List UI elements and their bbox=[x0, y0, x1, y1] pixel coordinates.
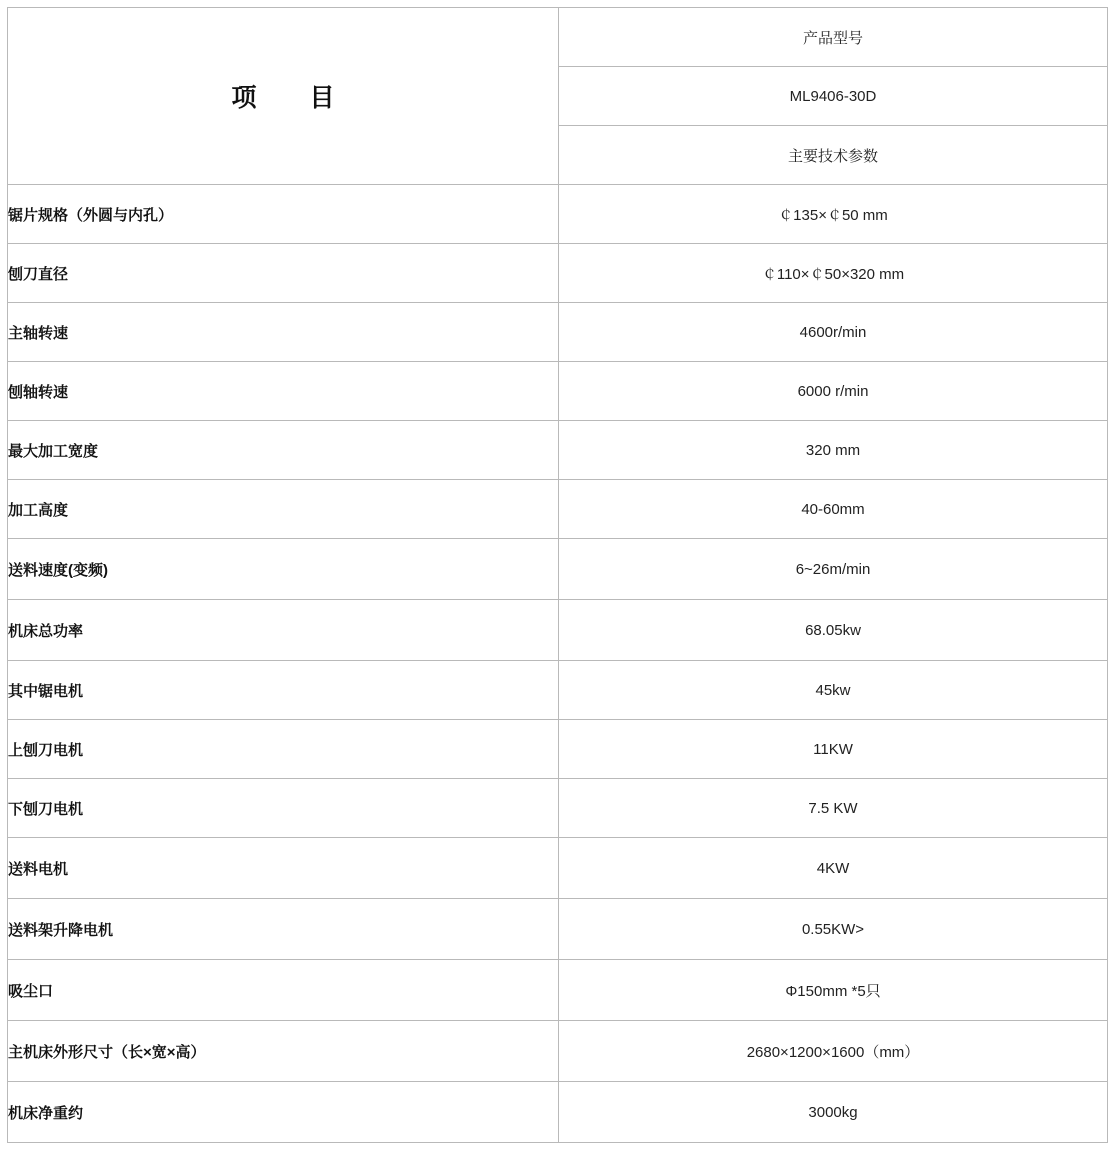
row-value: 4600r/min bbox=[559, 303, 1108, 362]
row-value: 40-60mm bbox=[559, 480, 1108, 539]
row-value: ￠110×￠50×320 mm bbox=[559, 244, 1108, 303]
row-label: 机床净重约 bbox=[8, 1082, 559, 1143]
params-caption-cell: 主要技术参数 bbox=[559, 126, 1108, 185]
row-value: 6000 r/min bbox=[559, 362, 1108, 421]
row-label: 下刨刀电机 bbox=[8, 779, 559, 838]
table-row bbox=[8, 1082, 1108, 1143]
table-header-row-model bbox=[8, 8, 1108, 67]
row-value: 3000kg bbox=[559, 1082, 1108, 1143]
row-label: 刨轴转速 bbox=[8, 362, 559, 421]
specification-table bbox=[7, 7, 1108, 1143]
row-label: 送料架升降电机 bbox=[8, 899, 559, 960]
row-label: 其中锯电机 bbox=[8, 661, 559, 720]
row-label: 最大加工宽度 bbox=[8, 421, 559, 480]
table-row bbox=[8, 303, 1108, 362]
table-row bbox=[8, 244, 1108, 303]
row-value: 320 mm bbox=[559, 421, 1108, 480]
row-label: 主机床外形尺寸（长×宽×高） bbox=[8, 1021, 559, 1082]
row-value: 4KW bbox=[559, 838, 1108, 899]
row-value: 0.55KW> bbox=[559, 899, 1108, 960]
table-row bbox=[8, 661, 1108, 720]
table-row bbox=[8, 185, 1108, 244]
table-row bbox=[8, 480, 1108, 539]
row-value: 6~26m/min bbox=[559, 539, 1108, 600]
model-caption-cell: 产品型号 bbox=[559, 8, 1108, 67]
row-value: 2680×1200×1600（mm） bbox=[559, 1021, 1108, 1082]
item-column-header bbox=[8, 8, 559, 185]
row-label: 送料速度(变频) bbox=[8, 539, 559, 600]
row-value: Φ150mm *5只 bbox=[559, 960, 1108, 1021]
row-label: 主轴转速 bbox=[8, 303, 559, 362]
table-row bbox=[8, 838, 1108, 899]
row-value: 68.05kw bbox=[559, 600, 1108, 661]
table-row bbox=[8, 720, 1108, 779]
table-row bbox=[8, 421, 1108, 480]
model-value-cell: ML9406-30D bbox=[559, 67, 1108, 126]
table-row bbox=[8, 539, 1108, 600]
row-label: 机床总功率 bbox=[8, 600, 559, 661]
row-label: 锯片规格（外圆与内孔） bbox=[8, 185, 559, 244]
item-column-header-label: 项 目 bbox=[231, 84, 349, 112]
row-label: 刨刀直径 bbox=[8, 244, 559, 303]
table-row bbox=[8, 899, 1108, 960]
table-row bbox=[8, 779, 1108, 838]
row-value: ￠135×￠50 mm bbox=[559, 185, 1108, 244]
table-row bbox=[8, 362, 1108, 421]
row-label: 上刨刀电机 bbox=[8, 720, 559, 779]
table-row bbox=[8, 1021, 1108, 1082]
row-label: 加工高度 bbox=[8, 480, 559, 539]
row-value: 11KW bbox=[559, 720, 1108, 779]
row-label: 送料电机 bbox=[8, 838, 559, 899]
row-value: 7.5 KW bbox=[559, 779, 1108, 838]
table-row bbox=[8, 960, 1108, 1021]
table-row bbox=[8, 600, 1108, 661]
row-value: 45kw bbox=[559, 661, 1108, 720]
row-label: 吸尘口 bbox=[8, 960, 559, 1021]
